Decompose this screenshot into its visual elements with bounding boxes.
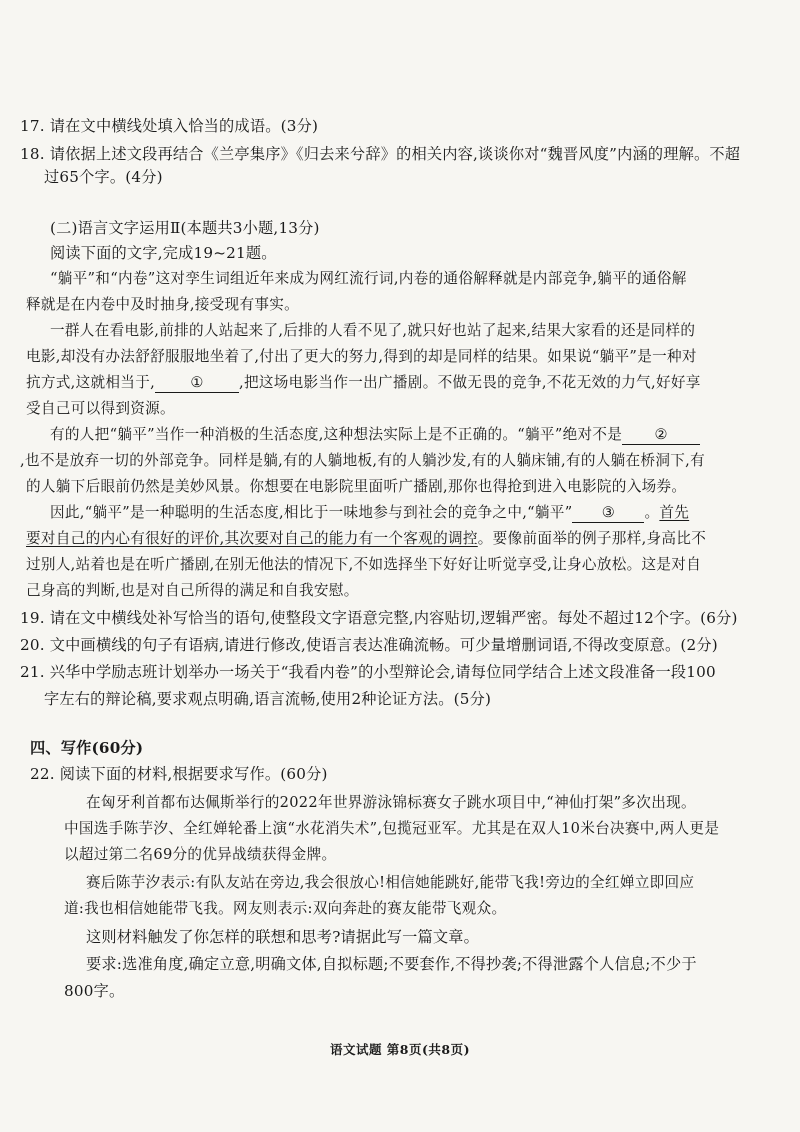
material-p2-line-1: 赛后陈芋汐表示:有队友站在旁边,我会很放心!相信她能跳好,能带飞我!旁边的全红婵立即回应 <box>86 874 695 891</box>
question-20: 20. 文中画横线的句子有语病,请进行修改,使语言表达准确流畅。可少量增删词语,不得改变原意。(2分) <box>20 636 718 654</box>
passage-p3-line-2: ,也不是放弃一切的外部竞争。同样是躺,有的人躺地板,有的人躺沙发,有的人躺床铺,有的人躺在桥洞下,有 <box>20 452 705 469</box>
passage-p4-line-1-start: 因此,“躺平”是一种聪明的生活态度,相比于一味地参与到社会的竞争之中,“躺平” <box>50 504 573 521</box>
writing-requirements-line-2: 800字。 <box>64 982 125 1000</box>
question-21-line-2: 字左右的辩论稿,要求观点明确,语言流畅,使用2种论证方法。(5分) <box>44 690 492 708</box>
passage-p3-line-1-start: 有的人把“躺平”当作一种消极的生活态度,这种想法实际上是不正确的。“躺平”绝对不是 <box>50 426 623 443</box>
section-4-title: 四、写作(60分) <box>30 739 144 757</box>
question-17: 17. 请在文中横线处填入恰当的成语。(3分) <box>20 117 319 135</box>
underlined-sentence-start: 首先 <box>659 504 690 521</box>
answer-blank-3: ③ <box>572 504 644 523</box>
answer-blank-1: ① <box>155 374 239 393</box>
passage-p3-line-3: 的人躺下后眼前仍然是美妙风景。你想要在电影院里面听广播剧,那你也得抢到进入电影院的入场券。 <box>26 478 687 495</box>
passage-p3-line-1 <box>50 424 700 446</box>
passage-p2-line-3 <box>26 372 701 394</box>
section-2-title: (二)语言文字运用Ⅱ(本题共3小题,13分) <box>50 219 320 237</box>
answer-blank-2: ② <box>622 426 700 445</box>
question-19: 19. 请在文中横线处补写恰当的语句,使整段文字语意完整,内容贴切,逻辑严密。每处不超过12个字。(6分) <box>20 609 738 627</box>
passage-p4-line-2-rest: 。要像前面举的例子那样,身高比不 <box>477 530 707 547</box>
page-footer: 语文试题 第8页(共8页) <box>329 1042 471 1057</box>
passage-p4-line-2 <box>26 528 706 550</box>
passage-p1-line-2: 释就是在内卷中及时抽身,接受现有事实。 <box>26 296 300 313</box>
passage-p1-line-1: “躺平”和“内卷”这对孪生词组近年来成为网红流行词,内卷的通俗解释就是内部竞争,躺平的通俗解 <box>50 270 687 287</box>
writing-requirements-line-1: 要求:选准角度,确定立意,明确文体,自拟标题;不要套作,不得抄袭;不得泄露个人信息;不少于 <box>86 955 697 973</box>
material-p1-line-3: 以超过第二名69分的优异战绩获得金牌。 <box>64 846 337 863</box>
passage-p4-line-3: 过别人,站着也是在听广播剧,在别无他法的情况下,不如选择坐下好好让听觉享受,让身心放松。这是对自 <box>26 556 702 573</box>
question-18-line-1: 18. 请依据上述文段再结合《兰亭集序》《归去来兮辞》的相关内容,谈谈你对“魏晋风度”内涵的理解。不超 <box>20 145 741 163</box>
material-p2-line-2: 道:我也相信她能带飞我。网友则表示:双向奔赴的赛友能带飞观众。 <box>64 900 507 917</box>
material-p1-line-1: 在匈牙利首都布达佩斯举行的2022年世界游泳锦标赛女子跳水项目中,“神仙打架”多次出现。 <box>86 794 696 811</box>
passage-p2-line-2: 电影,却没有办法舒舒服服地坐着了,付出了更大的努力,得到的却是同样的结果。如果说“躺平”是一种对 <box>26 348 697 365</box>
passage-p4-line-1-period: 。 <box>644 504 660 521</box>
passage-p2-line-4: 受自己可以得到资源。 <box>26 400 175 417</box>
passage-p4-line-1 <box>50 502 689 524</box>
writing-prompt: 这则材料触发了你怎样的联想和思考?请据此写一篇文章。 <box>86 928 480 946</box>
passage-p2-line-3-end: ,把这场电影当作一出广播剧。不做无畏的竞争,不花无效的力气,好好享 <box>239 374 701 391</box>
passage-p4-line-4: 己身高的判断,也是对自己所得的满足和自我安慰。 <box>26 582 359 599</box>
question-18-line-2: 过65个字。(4分) <box>44 168 163 186</box>
material-p1-line-2: 中国选手陈芋汐、全红婵轮番上演“水花消失术”,包揽冠亚军。尤其是在双人10米台决赛中,两人更是 <box>64 820 720 837</box>
passage-p2-line-3-start: 抗方式,这就相当于, <box>26 374 156 391</box>
passage-p2-line-1: 一群人在看电影,前排的人站起来了,后排的人看不见了,就只好也站了起来,结果大家看的还是同样的 <box>50 322 696 339</box>
question-22: 22. 阅读下面的材料,根据要求写作。(60分) <box>30 765 328 783</box>
section-2-intro: 阅读下面的文字,完成19~21题。 <box>50 244 277 262</box>
underlined-sentence-end: 要对自己的内心有很好的评价,其次要对自己的能力有一个客观的调控 <box>26 530 478 547</box>
question-21-line-1: 21. 兴华中学励志班计划举办一场关于“我看内卷”的小型辩论会,请每位同学结合上述文段准备一段100 <box>20 663 716 681</box>
